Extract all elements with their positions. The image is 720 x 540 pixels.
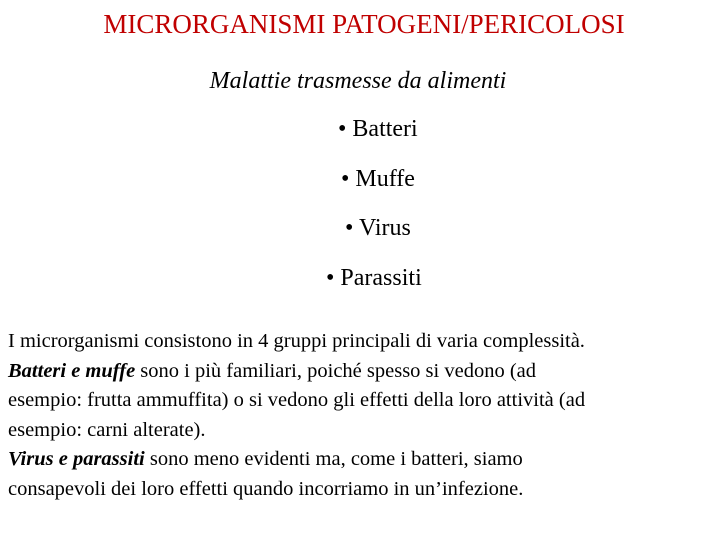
body-line: [8, 357, 716, 387]
body-line: [8, 445, 716, 475]
body-line: [8, 327, 716, 357]
emphasis-batteri-muffe: Batteri e muffe: [8, 359, 136, 382]
bullet-parassiti: • Parassiti: [326, 265, 422, 291]
body-text: sono meno evidenti ma, come i batteri, siamo: [144, 448, 523, 470]
body-line: [8, 416, 716, 446]
slide-title: MICRORGANISMI PATOGENI/PERICOLOSI: [103, 9, 625, 39]
body-line: [8, 475, 716, 505]
bullet-muffe: • Muffe: [341, 166, 415, 192]
bullet-batteri: • Batteri: [338, 116, 418, 142]
bullet-virus: • Virus: [345, 215, 411, 241]
body-text: esempio: carni alterate).: [8, 418, 206, 441]
slide-subtitle: Malattie trasmesse da alimenti: [209, 68, 507, 94]
body-paragraph: [8, 327, 716, 504]
body-line: [8, 386, 716, 416]
emphasis-virus-parassiti: Virus e parassiti: [8, 448, 145, 470]
body-text: consapevoli dei loro effetti quando incorriamo in un’infezione.: [8, 477, 524, 500]
body-text: esempio: frutta ammuffita) o si vedono gli effetti della loro attività (ad: [8, 389, 586, 411]
body-text: sono i più familiari, poiché spesso si vedono (ad: [135, 359, 536, 382]
body-text: I microrganismi consistono in 4 gruppi principali di varia complessità.: [8, 330, 585, 352]
